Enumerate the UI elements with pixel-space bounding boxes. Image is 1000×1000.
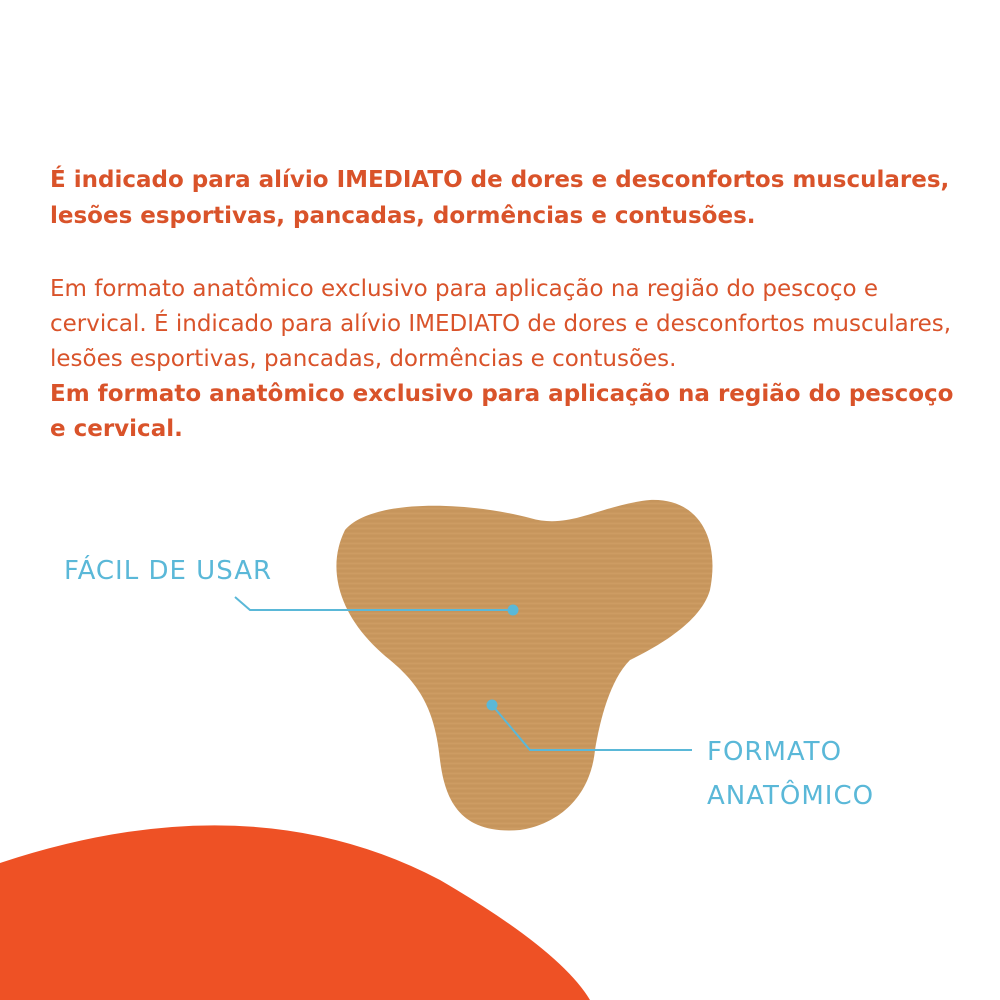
callout-shape-label [707, 730, 874, 818]
patch-shape [336, 500, 712, 831]
callout-dot-easy [508, 605, 519, 616]
description-bold: Em formato anatômico exclusivo para aplicação na região do pescoço e cervical. [50, 381, 954, 442]
description-paragraph [50, 272, 970, 447]
callout-shape-line1: FORMATO [707, 737, 843, 767]
description-regular: Em formato anatômico exclusivo para aplicação na região do pescoço e cervical. É indicado para alívio IMEDIATO de dores e desconfortos musculares, lesões esportivas, pancadas, dormências e contusões. [50, 276, 952, 372]
callout-easy-label: FÁCIL DE USAR [64, 556, 273, 586]
callout-dot-shape [487, 700, 498, 711]
headline-text: É indicado para alívio IMEDIATO de dores e desconfortos musculares, lesões esportivas, pancadas, dormências e contusões. [50, 167, 950, 229]
callout-shape-line2: ANATÔMICO [707, 781, 875, 811]
orange-corner-shape [0, 825, 590, 1000]
